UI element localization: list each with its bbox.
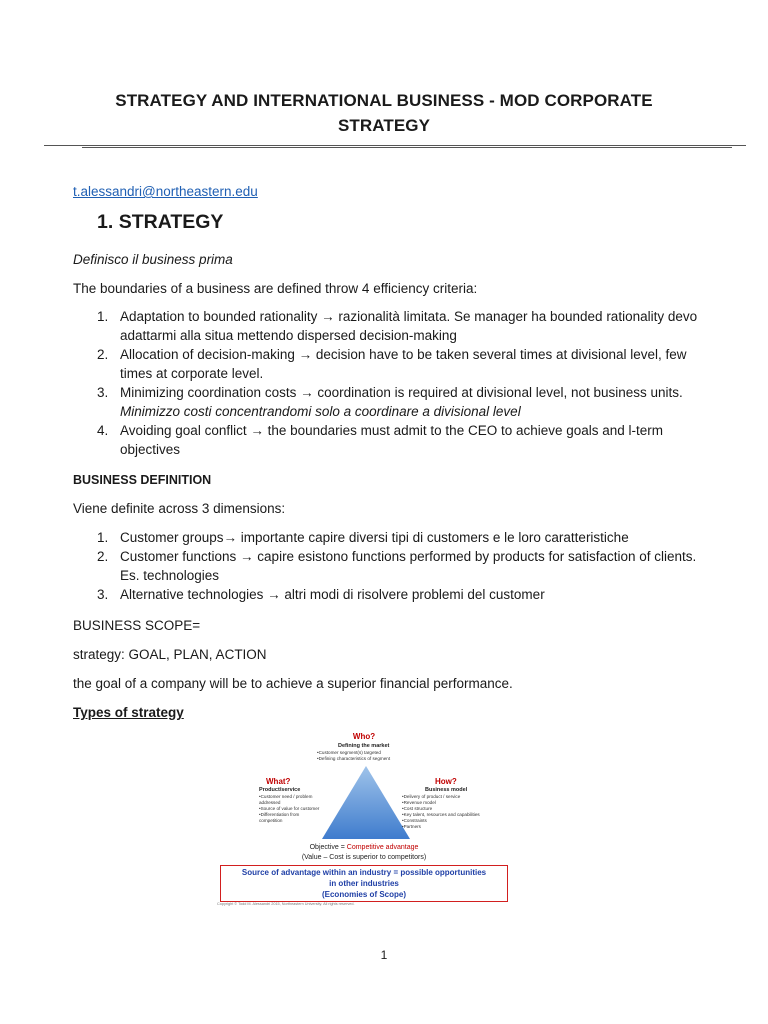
how-subtitle: Business model — [425, 787, 468, 793]
business-definition-heading: BUSINESS DEFINITION — [73, 473, 212, 487]
strategy-figure — [217, 727, 511, 908]
section-title: STRATEGY — [118, 211, 224, 233]
who-list — [317, 750, 390, 762]
email-link[interactable]: t.alessandri@northeastern.edu — [73, 184, 258, 199]
who-subtitle: Defining the market — [338, 743, 390, 749]
value-line: (Value – Cost is superior to competitors) — [301, 854, 427, 861]
subtitle-italic: Definisco il business prima — [73, 252, 233, 267]
section-number: 1. — [97, 211, 114, 233]
strategy-line: strategy: GOAL, PLAN, ACTION — [73, 647, 267, 662]
section-heading — [97, 211, 223, 234]
how-list — [402, 794, 492, 831]
list-item: 4. Avoiding goal conflict → the boundaries must admit to the CEO to achieve goals and l-term objectives — [97, 423, 664, 457]
list-item: 2. Customer functions → capire esistono functions performed by products for satisfaction of clients. Es. technologies — [97, 549, 697, 583]
page-number: 1 — [380, 948, 388, 962]
list-item: • Customer need / problem addressed — [259, 794, 321, 806]
list-item: • Delivery of product / service — [402, 794, 492, 800]
list-item: 1. Customer groups→ importante capire diversi tipi di customers e le loro caratteristiche — [97, 530, 629, 545]
title-line-1: STRATEGY AND INTERNATIONAL BUSINESS - MOD CORPORATE — [115, 91, 653, 110]
list-item: • Revenue model — [402, 800, 492, 806]
intro-paragraph: The boundaries of a business are defined throw 4 efficiency criteria: — [73, 281, 478, 296]
criteria-list — [73, 307, 713, 459]
list-item: • Key talent, resources and capabilities — [402, 812, 492, 818]
triangle-graphic — [318, 763, 414, 843]
title-divider — [44, 143, 746, 149]
list-item: • Differentiation from competition — [259, 812, 321, 824]
what-subtitle: Product/service — [259, 787, 301, 793]
list-item: • Cost structure — [402, 806, 492, 812]
dimensions-intro: Viene definite across 3 dimensions: — [73, 501, 286, 516]
list-item: 3. Minimizing coordination costs → coordination is required at divisional level, not business units. Minimizzo costi concentrandomi solo a coordinare a divisional level — [97, 385, 683, 419]
goal-line: the goal of a company will be to achieve a superior financial performance. — [73, 676, 513, 691]
what-label: What? — [266, 777, 291, 786]
list-item: • Constraints — [402, 818, 492, 824]
copyright-note: Copyright © Todd M. Alessandri 2015, Northeastern University. All rights reserved. — [217, 902, 355, 906]
dimensions-list — [73, 528, 713, 604]
scope-box: Source of advantage within an industry = possible opportunities in other industries (Economies of Scope) — [220, 865, 508, 902]
who-label: Who? — [352, 732, 376, 741]
list-item: • Source of value for customer — [259, 806, 321, 812]
business-scope: BUSINESS SCOPE= — [73, 618, 201, 633]
types-of-strategy-heading: Types of strategy — [73, 705, 184, 720]
document-title — [60, 88, 708, 138]
objective-line: Objective = Competitive advantage — [309, 844, 419, 851]
list-item: • Partners — [402, 824, 492, 830]
what-list — [259, 794, 321, 824]
title-line-2: STRATEGY — [337, 116, 431, 135]
list-item: • Defining characteristics of segment — [317, 756, 390, 762]
how-label: How? — [435, 777, 457, 786]
list-item: 2. Allocation of decision-making → decision have to be taken several times at divisional level, few times at corporate level. — [97, 347, 687, 381]
list-item: • Customer segment(s) targeted — [317, 750, 390, 756]
list-item: 1. Adaptation to bounded rationality → razionalità limitata. Se manager ha bounded rationality devo adattarmi alla situa mettendo dispersed decision-making — [97, 309, 698, 343]
list-item: 3. Alternative technologies → altri modi di risolvere problemi del customer — [97, 587, 545, 602]
